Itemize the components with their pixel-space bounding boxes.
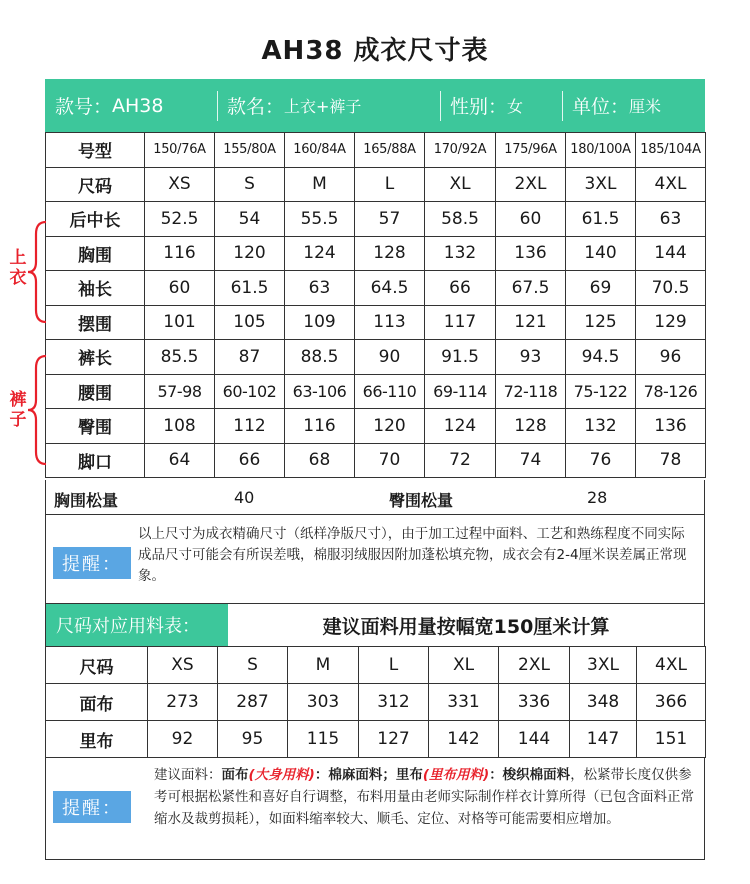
size-cell: 69-114: [425, 374, 496, 409]
size-cell: 128: [496, 409, 566, 444]
size-cell: 75-122: [566, 374, 636, 409]
fabric-cell: 95: [218, 721, 288, 758]
size-cell: 70.5: [636, 271, 706, 306]
fabric-cell: 127: [359, 721, 429, 758]
size-cell: 63: [636, 202, 706, 237]
fabric-cell: 287: [218, 684, 288, 721]
size-cell: 72-118: [496, 374, 566, 409]
fabric-cell: 115: [288, 721, 359, 758]
size-cell: M: [285, 167, 355, 202]
size-cell: 69: [566, 271, 636, 306]
size-cell: 74: [496, 443, 566, 478]
size-cell: 128: [355, 236, 425, 271]
size-cell: 68: [285, 443, 355, 478]
reminder-body-2: ，松紧带长度仅供参考可根据松紧性和喜好自行调整，布料用量由老师实际制作样衣计算所得（已包含面料正常缩水及裁剪损耗），如面料缩率较大、顺毛、定位、对格等可能需要相应增加。: [154, 767, 694, 827]
chest-ease-label: 胸围松量: [54, 491, 119, 510]
size-cell: 66: [425, 271, 496, 306]
shell-fabric-note: (大身用料): [248, 767, 315, 783]
fabric-cell: 366: [637, 684, 706, 721]
header-bar: [45, 79, 705, 132]
size-cell: 85.5: [145, 340, 215, 375]
reminder-box-1: [45, 515, 705, 604]
size-row-label: 腰围: [46, 374, 145, 409]
size-row: [46, 409, 706, 444]
size-cell: 144: [636, 236, 706, 271]
fabric-cell: 273: [148, 684, 218, 721]
size-cell: 54: [215, 202, 285, 237]
fabric-size-cell: XL: [429, 647, 499, 684]
fabric-row-label: 里布: [46, 721, 148, 758]
size-row-label: 摆围: [46, 305, 145, 340]
size-cell: S: [215, 167, 285, 202]
size-cell: 105: [215, 305, 285, 340]
size-cell: 136: [636, 409, 706, 444]
fabric-size-cell: S: [218, 647, 288, 684]
size-cell: XL: [425, 167, 496, 202]
size-cell: 64: [145, 443, 215, 478]
size-cell: 125: [566, 305, 636, 340]
size-cell: 121: [496, 305, 566, 340]
size-row-label: 裤长: [46, 340, 145, 375]
fabric-cell: 348: [570, 684, 637, 721]
size-cell: 94.5: [566, 340, 636, 375]
fabric-cell: 144: [499, 721, 570, 758]
fabric-size-cell: XS: [148, 647, 218, 684]
size-cell: 60: [496, 202, 566, 237]
size-row: [46, 443, 706, 478]
fabric-row-label: 面布: [46, 684, 148, 721]
style-number-value: AH38: [112, 94, 164, 117]
chest-ease-value: 40: [234, 488, 255, 507]
fabric-cell: 147: [570, 721, 637, 758]
size-cell: 78: [636, 443, 706, 478]
size-cell: 108: [145, 409, 215, 444]
shell-fabric-label: 面布: [221, 767, 249, 783]
fabric-cell: 142: [429, 721, 499, 758]
fabric-size-cell: 2XL: [499, 647, 570, 684]
reminder-text-2: [154, 764, 699, 830]
size-row: [46, 202, 706, 237]
size-cell: 116: [285, 409, 355, 444]
size-cell: 117: [425, 305, 496, 340]
size-row: [46, 167, 706, 202]
fabric-row: [46, 684, 706, 721]
size-cell: 78-126: [636, 374, 706, 409]
size-cell: 132: [566, 409, 636, 444]
size-cell: 4XL: [636, 167, 706, 202]
gender-label: 性别：: [450, 96, 508, 118]
size-cell: 67.5: [496, 271, 566, 306]
size-cell: 96: [636, 340, 706, 375]
size-cell: 87: [215, 340, 285, 375]
size-cell: 109: [285, 305, 355, 340]
size-cell: L: [355, 167, 425, 202]
size-cell: 185/104A: [636, 133, 706, 168]
pants-brace: [26, 354, 48, 466]
size-cell: 175/96A: [496, 133, 566, 168]
size-cell: 66-110: [355, 374, 425, 409]
size-cell: 57-98: [145, 374, 215, 409]
size-cell: 58.5: [425, 202, 496, 237]
fabric-table: [45, 646, 706, 758]
size-cell: 170/92A: [425, 133, 496, 168]
size-cell: 101: [145, 305, 215, 340]
fabric-cell: 331: [429, 684, 499, 721]
size-row-label: 尺码: [46, 167, 145, 202]
top-brace: [26, 220, 48, 324]
fabric-size-cell: 4XL: [637, 647, 706, 684]
size-cell: 132: [425, 236, 496, 271]
size-row-label: 后中长: [46, 202, 145, 237]
size-cell: 140: [566, 236, 636, 271]
size-cell: 91.5: [425, 340, 496, 375]
size-cell: 165/88A: [355, 133, 425, 168]
size-cell: 150/76A: [145, 133, 215, 168]
fabric-cell: 92: [148, 721, 218, 758]
size-cell: 90: [355, 340, 425, 375]
size-cell: 129: [636, 305, 706, 340]
gender-value: 女: [507, 97, 524, 116]
fabric-size-cell: 3XL: [570, 647, 637, 684]
reminder-tag: 提醒：: [53, 547, 131, 579]
size-cell: 70: [355, 443, 425, 478]
fabric-cell: 336: [499, 684, 570, 721]
size-cell: 64.5: [355, 271, 425, 306]
size-row: [46, 374, 706, 409]
size-cell: 160/84A: [285, 133, 355, 168]
hip-ease-value: 28: [587, 488, 608, 507]
fabric-tag: 尺码对应用料表：: [46, 604, 228, 646]
pants-label: 裤子: [9, 390, 27, 430]
page-title: AH38 成衣尺寸表: [261, 36, 489, 66]
fabric-size-label: 尺码: [46, 647, 148, 684]
fabric-cell: 303: [288, 684, 359, 721]
size-cell: 124: [425, 409, 496, 444]
style-number: [45, 79, 217, 132]
style-name-value: 上衣+裤子: [284, 97, 362, 116]
size-row: [46, 236, 706, 271]
lining-note: (里布用料): [422, 767, 490, 783]
hip-ease-label: 臀围松量: [389, 491, 454, 510]
fabric-cell: 312: [359, 684, 429, 721]
style-name-label: 款名：: [227, 96, 285, 118]
unit-label: 单位：: [572, 96, 630, 118]
size-cell: 93: [496, 340, 566, 375]
size-cell: 3XL: [566, 167, 636, 202]
size-cell: 124: [285, 236, 355, 271]
size-row: [46, 133, 706, 168]
fabric-size-cell: L: [359, 647, 429, 684]
size-cell: 136: [496, 236, 566, 271]
size-cell: 72: [425, 443, 496, 478]
size-row: [46, 305, 706, 340]
size-cell: 60: [145, 271, 215, 306]
fabric-size-cell: M: [288, 647, 359, 684]
size-cell: 63-106: [285, 374, 355, 409]
fabric-title: 建议面料用量按幅宽150厘米计算: [322, 615, 610, 638]
size-row-label: 袖长: [46, 271, 145, 306]
fabric-header-row: [46, 647, 706, 684]
size-cell: 113: [355, 305, 425, 340]
style-name: [217, 79, 440, 132]
fabric-header: [45, 604, 705, 646]
shell-fabric-type: ：棉麻面料；里布: [314, 767, 423, 783]
lining-type: ：梭织棉面料: [489, 767, 571, 783]
size-cell: 61.5: [566, 202, 636, 237]
size-cell: 116: [145, 236, 215, 271]
size-row-label: 脚口: [46, 443, 145, 478]
size-cell: 55.5: [285, 202, 355, 237]
size-cell: 76: [566, 443, 636, 478]
size-row-label: 臀围: [46, 409, 145, 444]
reminder-box-2: [45, 757, 705, 860]
size-table: [45, 132, 706, 478]
style-number-label: 款号：: [55, 96, 113, 118]
size-cell: 57: [355, 202, 425, 237]
reminder-text: 以上尺寸为成衣精确尺寸（纸样净版尺寸），由于加工过程中面料、工艺和熟练程度不同实际成品尺寸可能会有所误差哦，棉服羽绒服因附加蓬松填充物，成衣会有2-4厘米误差属正常现象。: [138, 526, 687, 584]
size-cell: 155/80A: [215, 133, 285, 168]
size-row: [46, 271, 706, 306]
gender: [440, 79, 562, 132]
size-cell: 61.5: [215, 271, 285, 306]
size-row-label: 胸围: [46, 236, 145, 271]
size-row: [46, 340, 706, 375]
ease-row: [45, 480, 705, 515]
size-row-label: 号型: [46, 133, 145, 168]
fabric-cell: 151: [637, 721, 706, 758]
top-label: 上衣: [9, 248, 27, 288]
unit-value: 厘米: [629, 97, 662, 116]
size-cell: 66: [215, 443, 285, 478]
size-cell: 120: [355, 409, 425, 444]
size-cell: 180/100A: [566, 133, 636, 168]
size-cell: 88.5: [285, 340, 355, 375]
size-cell: 52.5: [145, 202, 215, 237]
unit: [562, 79, 705, 132]
size-cell: XS: [145, 167, 215, 202]
size-cell: 60-102: [215, 374, 285, 409]
size-cell: 63: [285, 271, 355, 306]
reminder-tag-2: 提醒：: [53, 791, 131, 823]
fabric-row: [46, 721, 706, 758]
size-cell: 2XL: [496, 167, 566, 202]
suggest-label: 建议面料：: [154, 767, 222, 783]
size-cell: 112: [215, 409, 285, 444]
size-cell: 120: [215, 236, 285, 271]
